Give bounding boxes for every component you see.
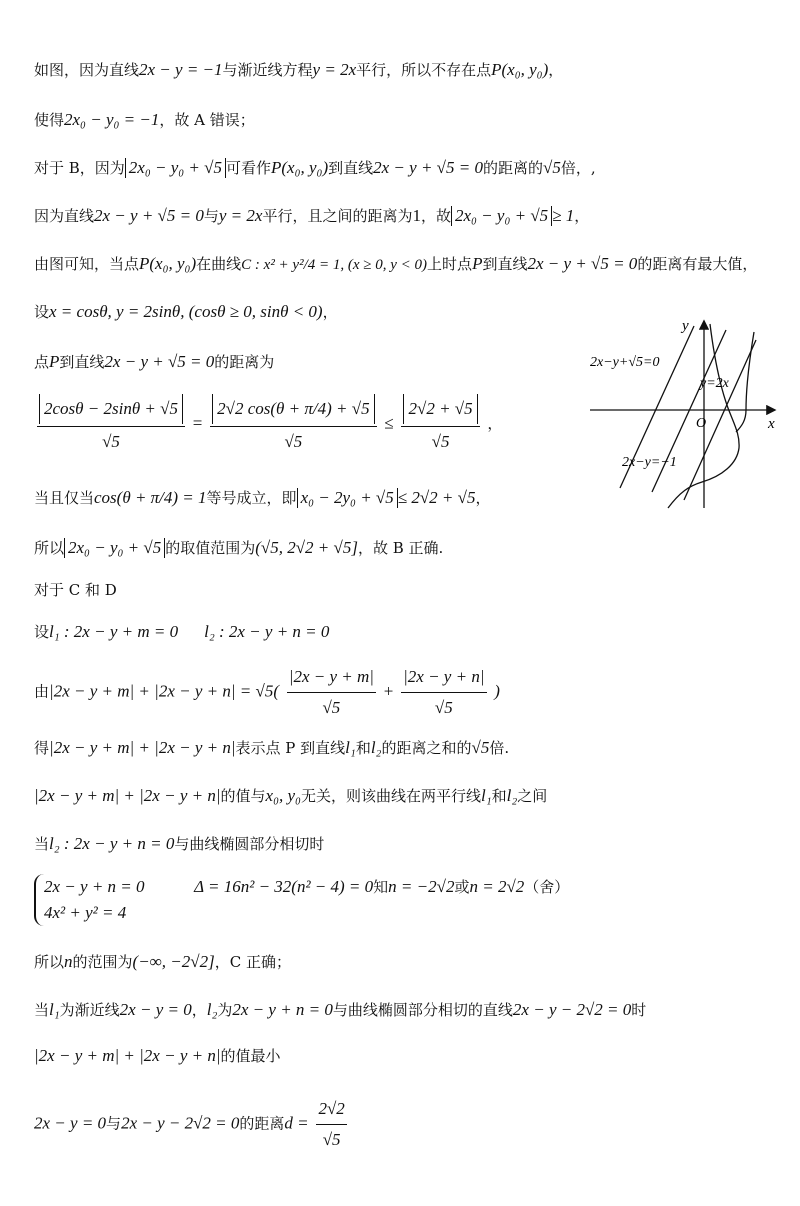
text-line-12: 设l₁ : 2x − y + m = 0 l₂ : 2x − y + n = 0 — [34, 622, 330, 641]
line-b-label: y=2x — [700, 376, 729, 391]
text-line-13: 由|2x − y + m| + |2x − y + n| = √5( $\frac{|2x - y + m|}{√5}$ + $\frac{|2x - y + n|}{√5}$ ) — [34, 664, 500, 721]
fraction-1: $\frac{2\cos\theta - 2\sin\theta + √5}{√5}$ — [37, 394, 185, 455]
fraction-l2: $\frac{|2x - y + n|}{√5}$ — [401, 664, 486, 721]
curve-right-branch — [736, 332, 754, 432]
fraction-3: $\frac{2√2 + √5}{√5}$ — [401, 394, 479, 455]
text-line-1: 如图，因为直线2x − y = −1与渐近线方程y = 2x平行，所以不存在点P(x₀, y₀)， — [34, 60, 564, 79]
distance-fraction: $\frac{2√2}{√5}$ — [316, 1096, 346, 1153]
fraction-2: $\frac{2√2 \cos(\theta + \pi/4) + √5}{√5}$ — [210, 394, 376, 455]
text-line-9: 当且仅当cos(θ + π/4) = 1等号成立，即 x₀ − 2y₀ + √5 ≤ 2√2 + √5， — [34, 488, 491, 507]
line-y-2x — [684, 340, 756, 500]
text-line-4: 因为直线2x − y + √5 = 0与y = 2x平行，且之间的距离为1，故 2x₀ − y₀ + √5 ≥ 1， — [34, 206, 590, 225]
text-line-15: |2x − y + m| + |2x − y + n|的值与x₀, y₀无关，则该曲线在两平行线l₁和l₂之间 — [34, 786, 548, 805]
distance-formula: $\frac{2\cos\theta - 2\sin\theta + √5}{√5}$ = $\frac{2√2 \cos(\theta + \pi/4) + √5}{√5}$ ≤ $\frac{2√2 + √5}{√5}$ ， — [34, 394, 502, 455]
line-a-label: 2x−y+√5=0 — [590, 355, 660, 370]
text-line-20: |2x − y + m| + |2x − y + n|的值最小 — [34, 1046, 281, 1065]
text-line-5: 由图可知，当点P(x₀, y₀)在曲线C : x² + y²/4 = 1, (x ≥ 0, y < 0)上时点P到直线2x − y + √5 = 0的距离有最大值， — [34, 254, 758, 273]
fraction-l1: $\frac{|2x - y + m|}{√5}$ — [287, 664, 376, 721]
text-line-2: 使得2x₀ − y₀ = −1，故 A 错误； — [34, 110, 255, 129]
text-line-11: 对于 C 和 D — [34, 581, 117, 599]
hyperbola-graph — [584, 316, 784, 512]
text-line-14: 得|2x − y + m| + |2x − y + n|表示点 P 到直线l₁和l₂的距离之和的√5倍. — [34, 738, 510, 757]
text-line-3: 对于 B，因为 2x₀ − y₀ + √5 可看作P(x₀, y₀)到直线2x − y + √5 = 0的距离的√5倍，, — [34, 158, 596, 177]
line-c-label: 2x−y=−1 — [622, 455, 677, 470]
text-line-21: 2x − y = 0与2x − y − 2√2 = 0的距离d = $\frac{2√2}{√5}$ — [34, 1096, 350, 1153]
text-line-17: 2x − y + n = 0 4x² + y² = 4 Δ = 16n² − 32(n² − 4) = 0知n = −2√2或n = 2√2（舍） — [34, 874, 569, 926]
y-axis-label: y — [682, 318, 689, 334]
x-axis-label: x — [768, 416, 775, 432]
text-line-6: 设x = cosθ, y = 2sinθ, (cosθ ≥ 0, sinθ < 0)， — [34, 302, 338, 321]
text-line-10: 所以 2x₀ − y₀ + √5 的取值范围为(√5, 2√2 + √5]，故 B 正确. — [34, 538, 444, 557]
equation-system: 2x − y + n = 0 4x² + y² = 4 — [34, 874, 145, 926]
text-line-18: 所以n的范围为(−∞, −2√2]，C 正确； — [34, 952, 291, 971]
text-line-19: 当l₁为渐近线2x − y = 0，l₂为2x − y + n = 0与曲线椭圆部分相切的直线2x − y − 2√2 = 0时 — [34, 1000, 647, 1019]
text-line-7: 点P到直线2x − y + √5 = 0的距离为 — [34, 352, 275, 371]
text-line-16: 当l₂ : 2x − y + n = 0与曲线椭圆部分相切时 — [34, 834, 325, 853]
origin-label: O — [696, 416, 707, 431]
